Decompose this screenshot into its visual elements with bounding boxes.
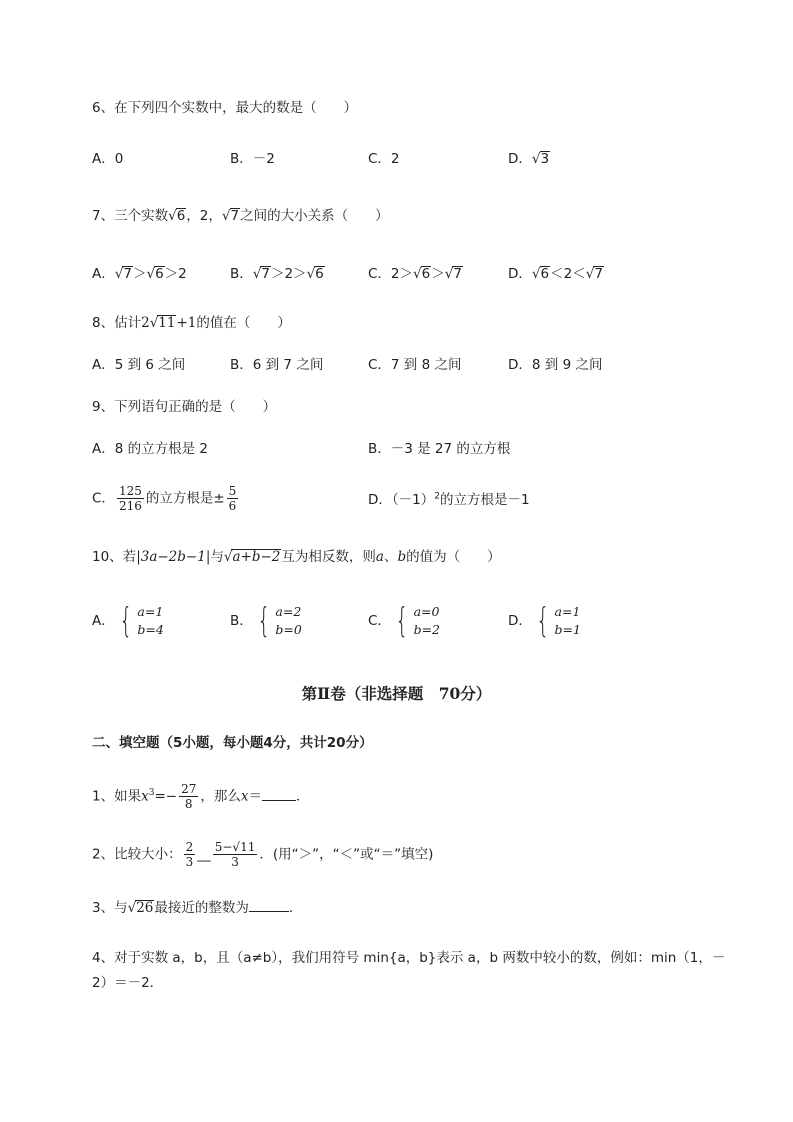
brace-icon: { bbox=[257, 601, 271, 641]
section-title: 第Ⅱ卷（非选择题 70分） bbox=[301, 684, 492, 703]
q7-option-a: A．√7＞√6＞2 bbox=[92, 266, 187, 282]
fill-question-1: 1、如果$x^3=-$ $\frac{27}{8}$ ，那么x＝ ． bbox=[92, 782, 310, 811]
q7-option-d: D．√6＜2＜√7 bbox=[508, 266, 603, 282]
question-7-stem: 7、三个实数√6，2，√7之间的大小关系（ ） bbox=[92, 208, 389, 224]
question-8-stem: 8、估计2√11+1的值在（ ） bbox=[92, 315, 291, 331]
section-heading: 二、填空题（5小题，每小题4分，共计20分） bbox=[92, 735, 373, 751]
q9-option-d: D．$(-1)^2$的立方根是－1 bbox=[368, 491, 530, 508]
q8-option-b: B．6 到 7 之间 bbox=[230, 357, 324, 373]
answer-blank[interactable] bbox=[249, 899, 289, 912]
q8-option-d: D．8 到 9 之间 bbox=[508, 357, 603, 373]
question-6-stem: 6、在下列四个实数中，最大的数是（ ） bbox=[92, 100, 358, 116]
brace-icon: { bbox=[119, 601, 133, 641]
q6-option-d: D．√3 bbox=[508, 151, 550, 167]
q10-option-b: B． { a=2 b=0 bbox=[230, 601, 302, 641]
q7-option-b: B．√7＞2＞√6 bbox=[230, 266, 324, 282]
brace-icon: { bbox=[395, 601, 409, 641]
q9-option-b: B．－3 是 27 的立方根 bbox=[368, 441, 511, 457]
question-9-stem: 9、下列语句正确的是（ ） bbox=[92, 399, 277, 415]
q8-option-c: C．7 到 8 之间 bbox=[368, 357, 462, 373]
q6-option-c: C．2 bbox=[368, 151, 400, 167]
fill-question-4-line-1: 4、对于实数 a，b，且（a≠b），我们用符号 min{a，b}表示 a，b 两数中较小的数，例如：min（1，－ bbox=[92, 950, 726, 966]
q7-option-c: C．2＞√6＞√7 bbox=[368, 266, 462, 282]
q6-option-a: A．0 bbox=[92, 151, 124, 167]
fill-question-2: 2、比较大小： $\frac{2}{3}$ __ $\frac{5-√11}{3}$ ．(用“＞”，“＜”或“＝”填空) bbox=[92, 840, 434, 869]
question-10-stem: 10、若|3a−2b−1|与√a+b−2互为相反数，则a、b的值为（ ） bbox=[92, 549, 501, 565]
q10-option-d: D． { a=1 b=1 bbox=[508, 601, 581, 641]
q8-option-a: A．5 到 6 之间 bbox=[92, 357, 186, 373]
q9-option-c: C． $\frac{125}{216}$ 的立方根是± $\frac{5}{6}$ bbox=[92, 484, 237, 513]
q9-option-a: A．8 的立方根是 2 bbox=[92, 441, 208, 457]
q10-option-c: C． { a=0 b=2 bbox=[368, 601, 441, 641]
q10-option-a: A． { a=1 b=4 bbox=[92, 601, 164, 641]
brace-icon: { bbox=[536, 601, 550, 641]
answer-blank[interactable] bbox=[262, 788, 296, 801]
fill-question-3: 3、与√26最接近的整数为 ． bbox=[92, 900, 303, 916]
fill-question-4-line-2: 2）＝－2． bbox=[92, 975, 164, 991]
q6-option-b: B．－2 bbox=[230, 151, 275, 167]
answer-blank[interactable]: __ bbox=[197, 846, 211, 863]
